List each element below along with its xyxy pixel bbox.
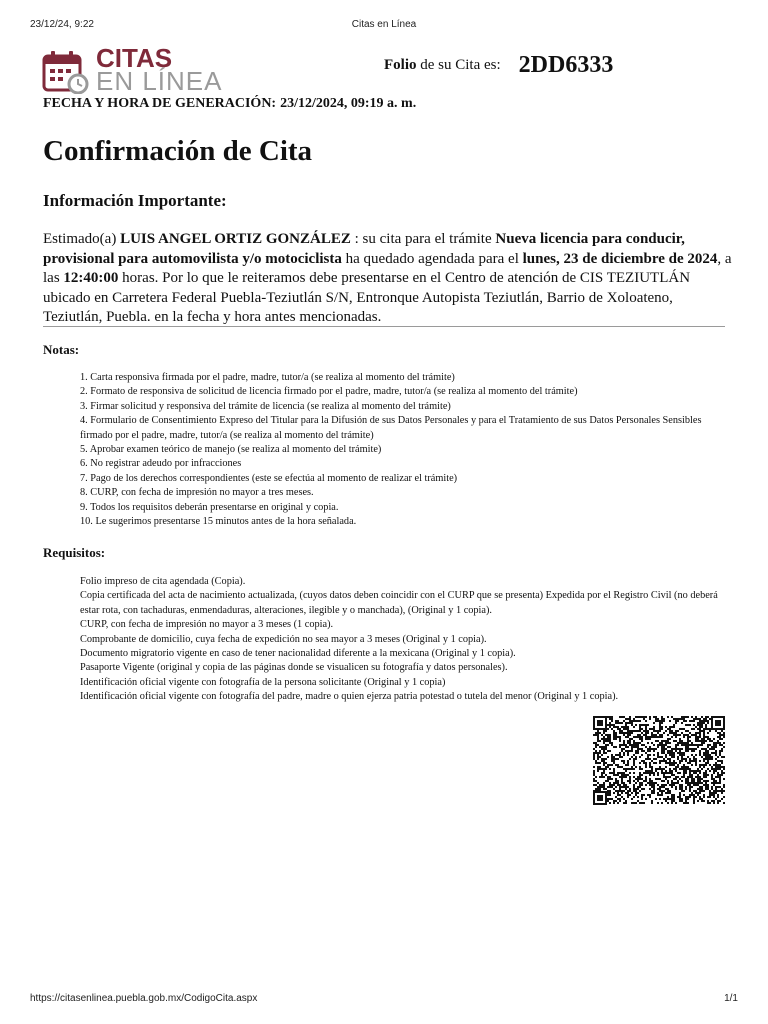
applicant-name: LUIS ANGEL ORTIZ GONZÁLEZ — [120, 231, 351, 247]
appointment-message — [43, 230, 733, 328]
folio-label-bold: Folio — [384, 57, 417, 73]
list-item: 5. Aprobar examen teórico de manejo (se realiza al momento del trámite) — [80, 444, 382, 456]
list-item: CURP, con fecha de impresión no mayor a 3 meses (1 copia). — [80, 619, 334, 631]
msg-greeting: Estimado(a) — [43, 231, 121, 247]
list-item: Copia certificada del acta de nacimiento actualizada, (cuyos datos deben coincidir con el CURP que se presenta) Expedida por el Registro Civil (no deberá estar rota, con tachaduras, enmendaduras, alteraciones, ilegible y o manchada), (Original y 1 copia). — [80, 590, 718, 616]
list-item: 3. Firmar solicitud y responsiva del trámite de licencia (se realiza al momento del trámite) — [80, 400, 451, 412]
print-page-title: Citas en Línea — [351, 19, 417, 30]
list-item: 1. Carta responsiva firmada por el padre, madre, tutor/a (se realiza al momento del trámite) — [80, 372, 455, 383]
citas-en-linea-logo — [42, 43, 232, 98]
list-item: 9. Todos los requisitos deberán presentarse en original y copia. — [80, 501, 339, 513]
folio-block — [384, 52, 613, 79]
folio-label — [384, 57, 501, 73]
print-datetime: 23/12/24, 9:22 — [30, 19, 94, 30]
generation-line — [43, 96, 416, 112]
appointment-time: 12:40:00 — [63, 270, 119, 286]
list-item: 6. No registrar adeudo por infracciones — [80, 458, 242, 470]
list-item: 10. Le sugerimos presentarse 15 minutos antes de la hora señalada. — [80, 516, 357, 528]
list-item: Identificación oficial vigente con fotografía de la persona solicitante (Original y 1 copia) — [80, 676, 446, 688]
calendar-clock-icon — [42, 50, 90, 94]
logo-line1: CITAS — [96, 43, 173, 73]
list-item: Folio impreso de cita agendada (Copia). — [80, 576, 246, 587]
tramite-name: Nueva licencia para conducir, provisional para automovilista y/o motociclista — [43, 231, 685, 267]
list-item: Pasaporte Vigente (original y copia de las páginas donde se visualicen su fotografía y datos personales). — [80, 662, 508, 674]
msg-part5: horas. Por lo que le reiteramos debe presentarse en el Centro de atención de CIS TEZIUTLÁN ubicado en Carretera Federal Puebla-Teziutlán S/N, Entronque Autopista Teziutlán, Barrio de Xoloateno, Teziutlán, Puebla. en la fecha y hora antes mencionadas. — [43, 270, 691, 325]
msg-part2: : su cita para el trámite — [350, 231, 496, 247]
section-important-info: Información Importante: — [43, 191, 227, 210]
qr-code-graphic — [593, 716, 725, 805]
msg-part4: , a las — [43, 250, 732, 286]
folio-label-rest: de su Cita es: — [416, 57, 501, 73]
notas-title: Notas: — [43, 342, 80, 357]
requisitos-list — [80, 575, 730, 705]
list-item: Identificación oficial vigente con fotografía del padre, madre o quien ejerza patria potestad o tutela del menor (Original y 1 copia). — [80, 691, 619, 703]
generation-value: 23/12/2024, 09:19 a. m. — [280, 96, 417, 111]
list-item: Documento migratorio vigente en caso de tener nacionalidad diferente a la mexicana (Original y 1 copia). — [80, 648, 516, 660]
list-item: Comprobante de domicilio, cuya fecha de expedición no sea mayor a 3 meses (Original y 1 copia). — [80, 633, 487, 645]
print-footer — [0, 993, 768, 1007]
msg-part3: ha quedado agendada para el — [341, 250, 523, 267]
list-item: 8. CURP, con fecha de impresión no mayor a tres meses. — [80, 487, 314, 499]
page-title: Confirmación de Cita — [43, 135, 313, 167]
qr-code-icon — [593, 716, 725, 805]
list-item: 4. Formulario de Consentimiento Expreso del Titular para la Difusión de sus Datos Personales y para el Tratamiento de sus Datos Personales Sensibles firmado por el padre, madre, tutor/a (se realiza al momento del trámite) — [80, 415, 702, 441]
folio-code: 2DD6333 — [518, 52, 614, 78]
divider — [43, 326, 725, 327]
generation-label: FECHA Y HORA DE GENERACIÓN: — [43, 96, 277, 111]
list-item: 7. Pago de los derechos correspondientes (este se efectúa al momento de realizar el trámite) — [80, 472, 458, 484]
logo-line2: EN LÍNEA — [96, 66, 223, 96]
notas-list — [80, 371, 730, 529]
list-item: 2. Formato de responsiva de solicitud de licencia firmado por el padre, madre, tutor/a (se realiza al momento del trámite) — [80, 386, 578, 398]
requisitos-title: Requisitos: — [43, 545, 106, 560]
print-header — [0, 19, 768, 33]
appointment-date: lunes, 23 de diciembre de 2024 — [522, 250, 718, 267]
print-page-number: 1/1 — [724, 993, 738, 1004]
print-url: https://citasenlinea.puebla.gob.mx/CodigoCita.aspx — [30, 993, 258, 1004]
